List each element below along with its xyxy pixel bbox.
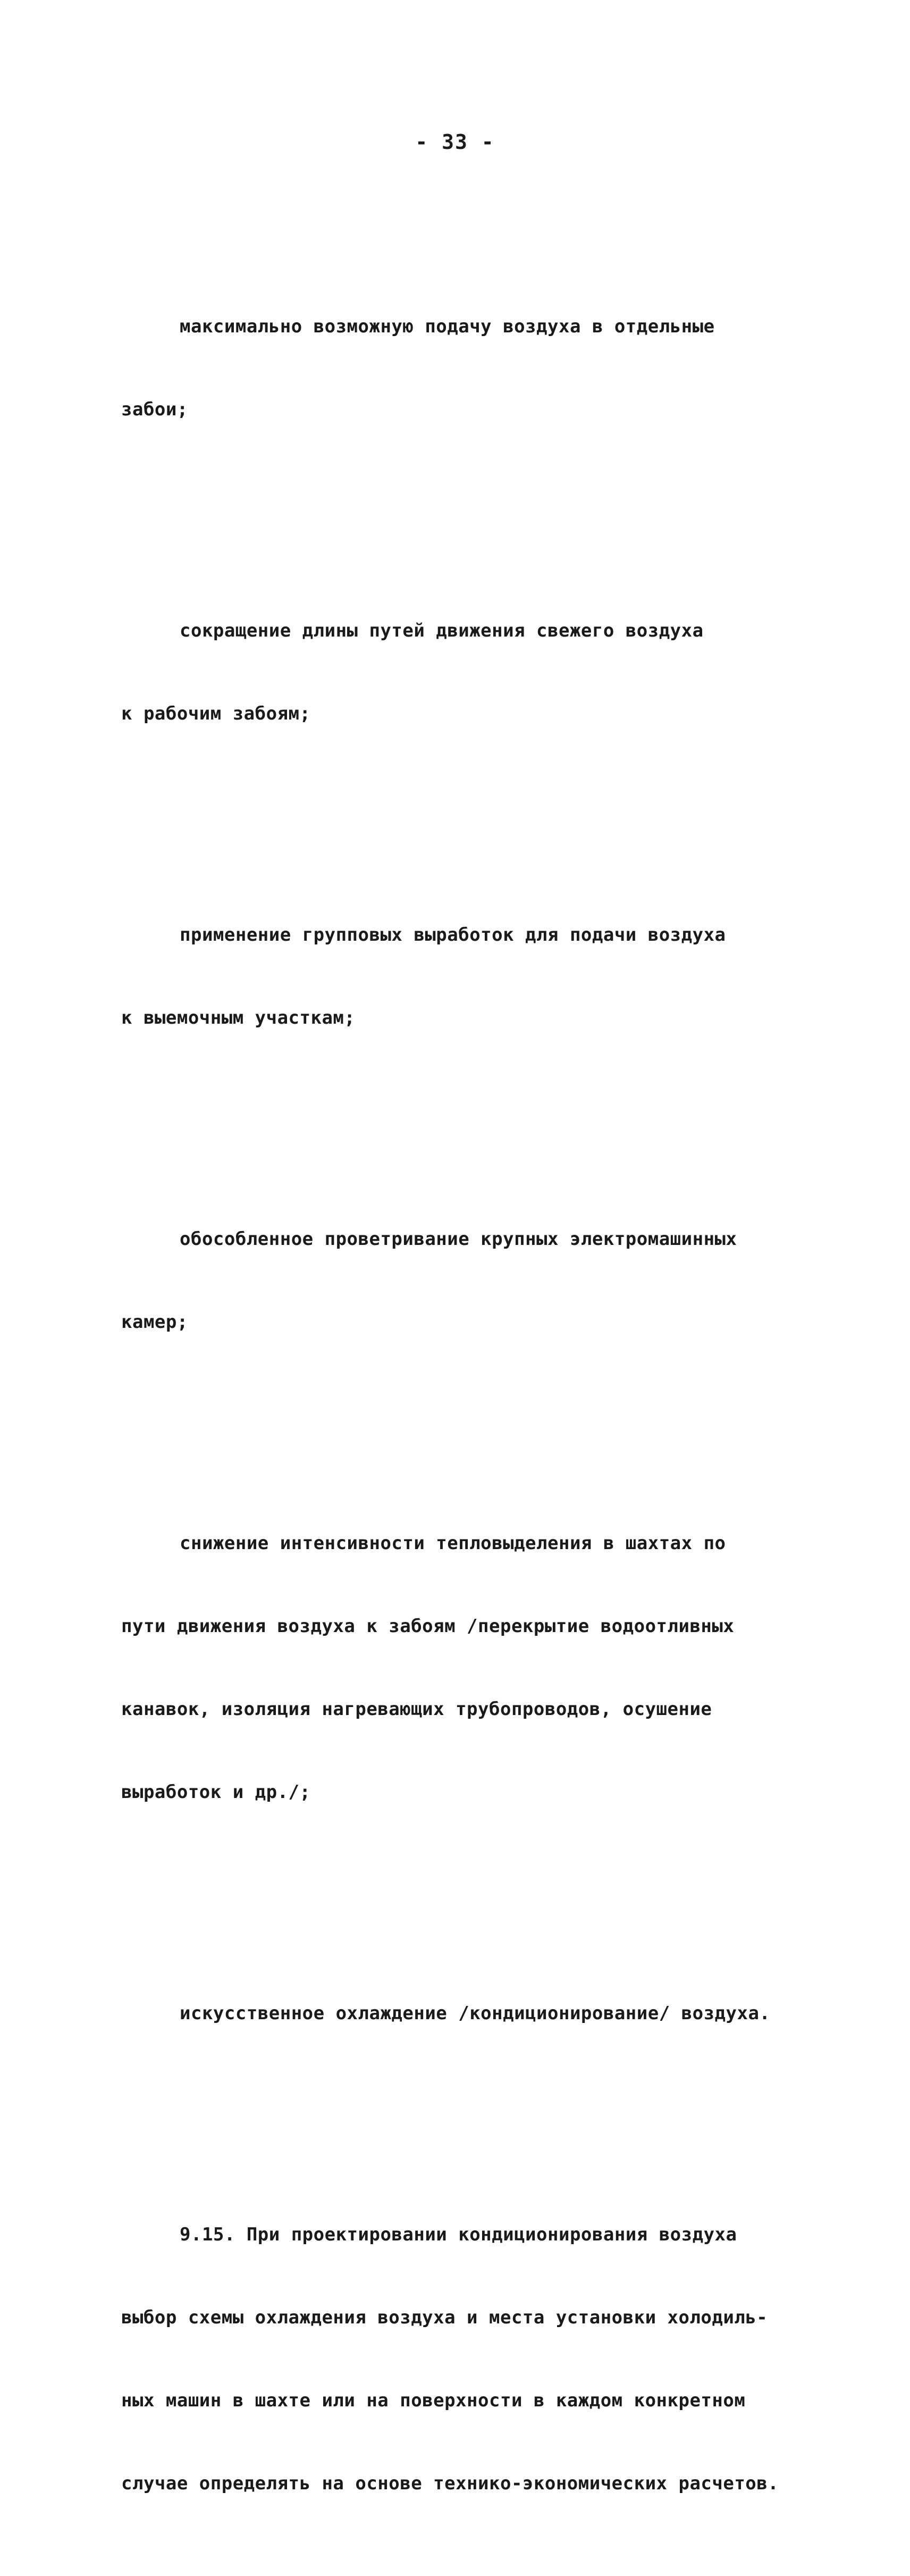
text-line: ных машин в шахте или на поверхности в каждом конкретном — [121, 2390, 746, 2411]
paragraph-2 — [121, 562, 812, 783]
text-line: искусственное охлаждение /кондиционирование/ воздуха. — [180, 2003, 771, 2024]
page-number: - 33 - — [415, 130, 495, 154]
text-line: случае определять на основе технико-экономических расчетов. — [121, 2473, 779, 2494]
text-line: применение групповых выработок для подачи воздуха — [180, 924, 726, 946]
text-line: снижение интенсивности тепловыделения в шахтах по — [180, 1533, 726, 1554]
text-line: выработок и др./; — [121, 1782, 311, 1803]
paragraph-1 — [121, 257, 812, 479]
text-line: пути движения воздуха к забоям /перекрытие водоотливных — [121, 1616, 735, 1637]
text-line: обособленное проветривание крупных электромашинных — [180, 1228, 737, 1250]
paragraph-4 — [121, 1170, 812, 1391]
text-line: к рабочим забоям; — [121, 703, 311, 724]
text-line: выбор схемы охлаждения воздуха и места установки холодиль- — [121, 2307, 768, 2328]
paragraph-5 — [121, 1474, 812, 1861]
document-body — [121, 202, 812, 2576]
paragraph-3 — [121, 866, 812, 1087]
text-line: 9.15. При проектировании кондиционирования воздуха — [180, 2224, 737, 2245]
text-line: максимально возможную подачу воздуха в отдельные — [180, 316, 715, 337]
text-line: сокращение длины путей движения свежего воздуха — [180, 620, 704, 641]
text-line: канавок, изоляция нагревающих трубопроводов, осушение — [121, 1699, 712, 1720]
paragraph-6 — [121, 1944, 812, 2082]
text-line: камер; — [121, 1311, 188, 1333]
paragraph-9-15 — [121, 2165, 812, 2553]
text-line: к выемочным участкам; — [121, 1007, 356, 1028]
text-line: забои; — [121, 399, 188, 420]
